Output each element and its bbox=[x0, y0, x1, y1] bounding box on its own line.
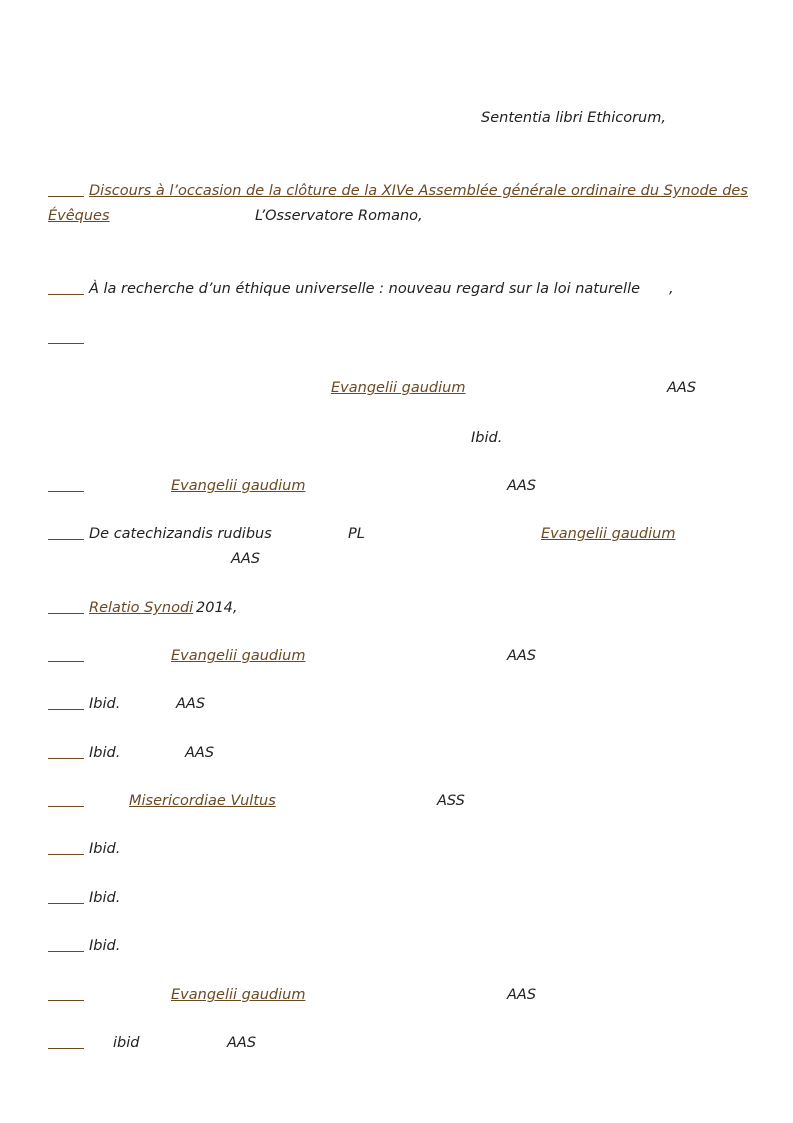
evangelii-gaudium-link[interactable]: Evangelii gaudium bbox=[171, 478, 306, 494]
note-marker bbox=[48, 903, 84, 904]
note-marker bbox=[48, 1048, 84, 1049]
evangelii-gaudium-link[interactable]: Evangelii gaudium bbox=[541, 526, 676, 542]
relatio-synodi-link[interactable]: Relatio Synodi bbox=[89, 600, 194, 616]
citation-ibid: Ibid. bbox=[471, 430, 503, 446]
note-marker bbox=[48, 343, 84, 344]
discours-link[interactable]: Discours à l’occasion de la clôture de la XIVe Assemblée générale ordinaire du Synode des bbox=[89, 183, 748, 199]
note-marker bbox=[48, 758, 84, 759]
note-marker bbox=[48, 661, 84, 662]
citation-source: AAS bbox=[667, 380, 697, 396]
note-marker bbox=[48, 806, 84, 807]
evangelii-gaudium-link[interactable]: Evangelii gaudium bbox=[171, 648, 306, 664]
note-marker bbox=[48, 1000, 84, 1001]
citation-source: AAS bbox=[507, 478, 537, 494]
citation-source: AAS bbox=[507, 987, 537, 1003]
citation-source: AAS bbox=[507, 648, 537, 664]
note-marker bbox=[48, 951, 84, 952]
citation-source: AAS bbox=[227, 1035, 257, 1051]
note-marker bbox=[48, 294, 84, 295]
citation-title: De catechizandis rudibus bbox=[89, 526, 272, 542]
note-marker bbox=[48, 854, 84, 855]
citation-punctuation: , bbox=[669, 281, 674, 297]
evangelii-gaudium-link[interactable]: Evangelii gaudium bbox=[331, 380, 466, 396]
citation-ibid: Ibid. bbox=[89, 841, 121, 857]
citation-ibid: ibid bbox=[113, 1035, 140, 1051]
note-marker bbox=[48, 196, 84, 197]
citation-ibid: Ibid. bbox=[89, 890, 121, 906]
citation-source: L’Osservatore Romano, bbox=[255, 208, 423, 224]
note-marker bbox=[48, 491, 84, 492]
note-marker bbox=[48, 613, 84, 614]
citation-ibid: Ibid. bbox=[89, 696, 121, 712]
citation-source: AAS bbox=[185, 745, 215, 761]
citation-source: AAS bbox=[231, 551, 261, 567]
citation-title: À la recherche d’un éthique universelle : nouveau regard sur la loi naturelle bbox=[89, 281, 641, 297]
note-marker bbox=[48, 539, 84, 540]
citation-ibid: Ibid. bbox=[89, 745, 121, 761]
citation-source: PL bbox=[348, 526, 365, 542]
note-marker bbox=[48, 709, 84, 710]
citation-ibid: Ibid. bbox=[89, 938, 121, 954]
evangelii-gaudium-link[interactable]: Evangelii gaudium bbox=[171, 987, 306, 1003]
citation-title: Sententia libri Ethicorum, bbox=[481, 110, 666, 126]
citation-source: AAS bbox=[176, 696, 206, 712]
misericordiae-vultus-link[interactable]: Misericordiae Vultus bbox=[129, 793, 276, 809]
citation-year: 2014, bbox=[196, 600, 238, 616]
discours-link-continued[interactable]: Évêques bbox=[48, 208, 110, 224]
citation-source: ASS bbox=[437, 793, 465, 809]
